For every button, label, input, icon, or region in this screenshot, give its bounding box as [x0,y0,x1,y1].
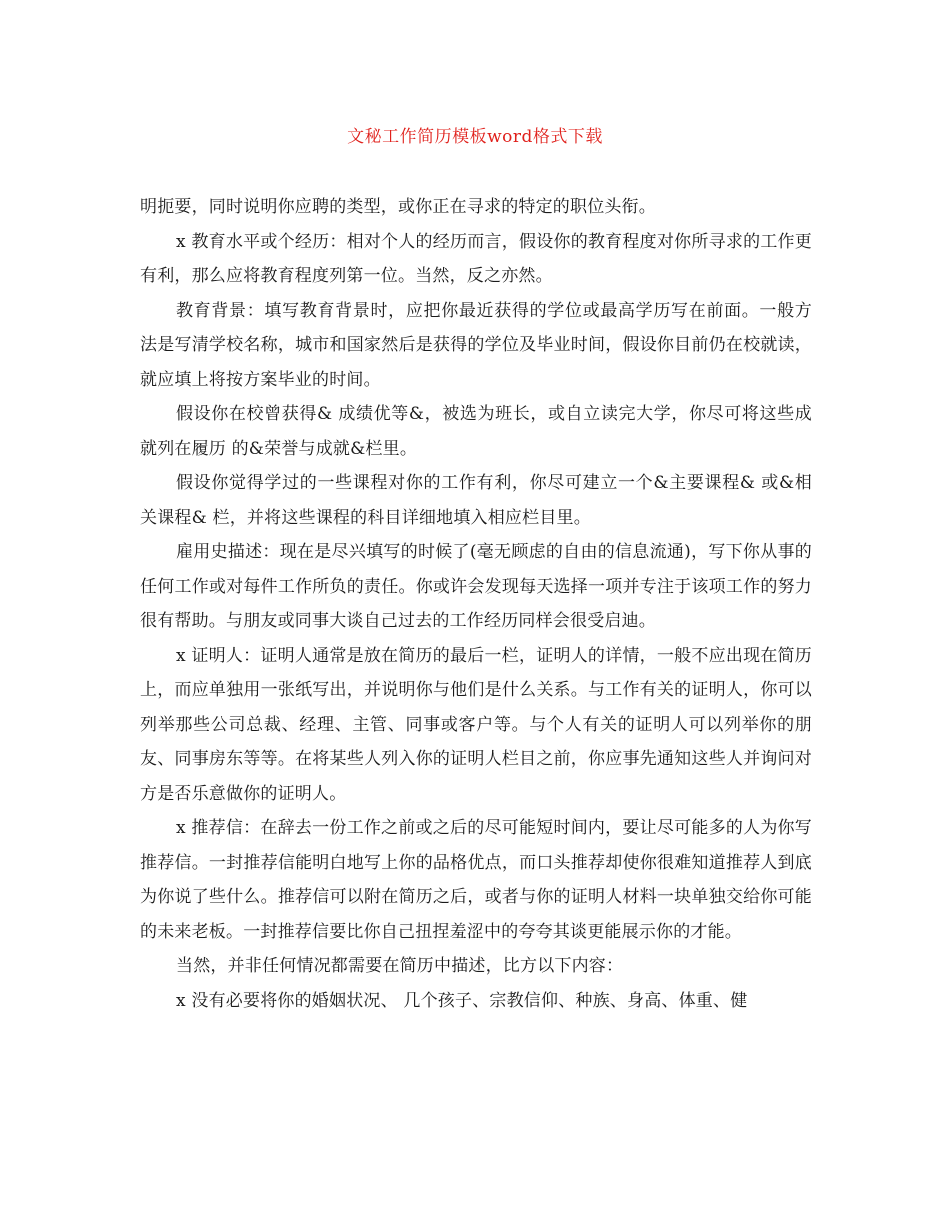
paragraph: 明扼要，同时说明你应聘的类型，或你正在寻求的特定的职位头衔。 [140,197,656,217]
paragraph: x 教育水平或个经历：相对个人的经历而言，假设你的教育程度对你所寻求的工作更有利，那么应将教育程度列第一位。当然，反之亦然。 [140,231,812,286]
paragraph: 假设你在校曾获得& 成绩优等&，被选为班长，或自立读完大学，你尽可将这些成就列在履历 的&荣誉与成就&栏里。 [140,404,812,459]
paragraph: x 证明人：证明人通常是放在简历的最后一栏，证明人的详情，一般不应出现在简历上，而应单独用一张纸写出，并说明你与他们是什么关系。与工作有关的证明人，你可以列举那些公司总裁、经理、主管、同事或客户等。与个人有关的证明人可以列举你的朋友、同事房东等等。在将某些人列入你的证明人栏目之前，你应事先通知这些人并询问对方是否乐意做你的证明人。 [140,645,812,804]
paragraph: x 推荐信：在辞去一份工作之前或之后的尽可能短时间内，要让尽可能多的人为你写推荐信。一封推荐信能明白地写上你的品格优点，而口头推荐却使你很难知道推荐人到底为你说了些什么。推荐信可以附在简历之后，或者与你的证明人材料一块单独交给你可能的未来老板。一封推荐信要比你自己扭捏羞涩中的夸夸其谈更能展示你的才能。 [140,818,812,942]
paragraph: 雇用史描述：现在是尽兴填写的时候了(毫无顾虑的自由的信息流通)，写下你从事的任何工作或对每件工作所负的责任。你或许会发现每天选择一项并专注于该项工作的努力很有帮助。与朋友或同事大谈自己过去的工作经历同样会很受启迪。 [140,542,812,631]
document-title: 文秘工作简历模板word格式下载 [347,127,603,147]
paragraph: 假设你觉得学过的一些课程对你的工作有利，你尽可建立一个&主要课程& 或&相关课程& 栏，并将这些课程的科目详细地填入相应栏目里。 [140,473,812,528]
paragraph: x 没有必要将你的婚姻状况、 几个孩子、宗教信仰、种族、身高、体重、健 [176,990,748,1011]
paragraph: 教育背景：填写教育背景时，应把你最近获得的学位或最高学历写在前面。一般方法是写清学校名称，城市和国家然后是获得的学位及毕业时间，假设你目前仍在校就读，就应填上将按方案毕业的时间。 [140,300,812,390]
document-body [140,190,812,1018]
paragraph: 当然，并非任何情况都需要在简历中描述，比方以下内容： [176,956,624,976]
